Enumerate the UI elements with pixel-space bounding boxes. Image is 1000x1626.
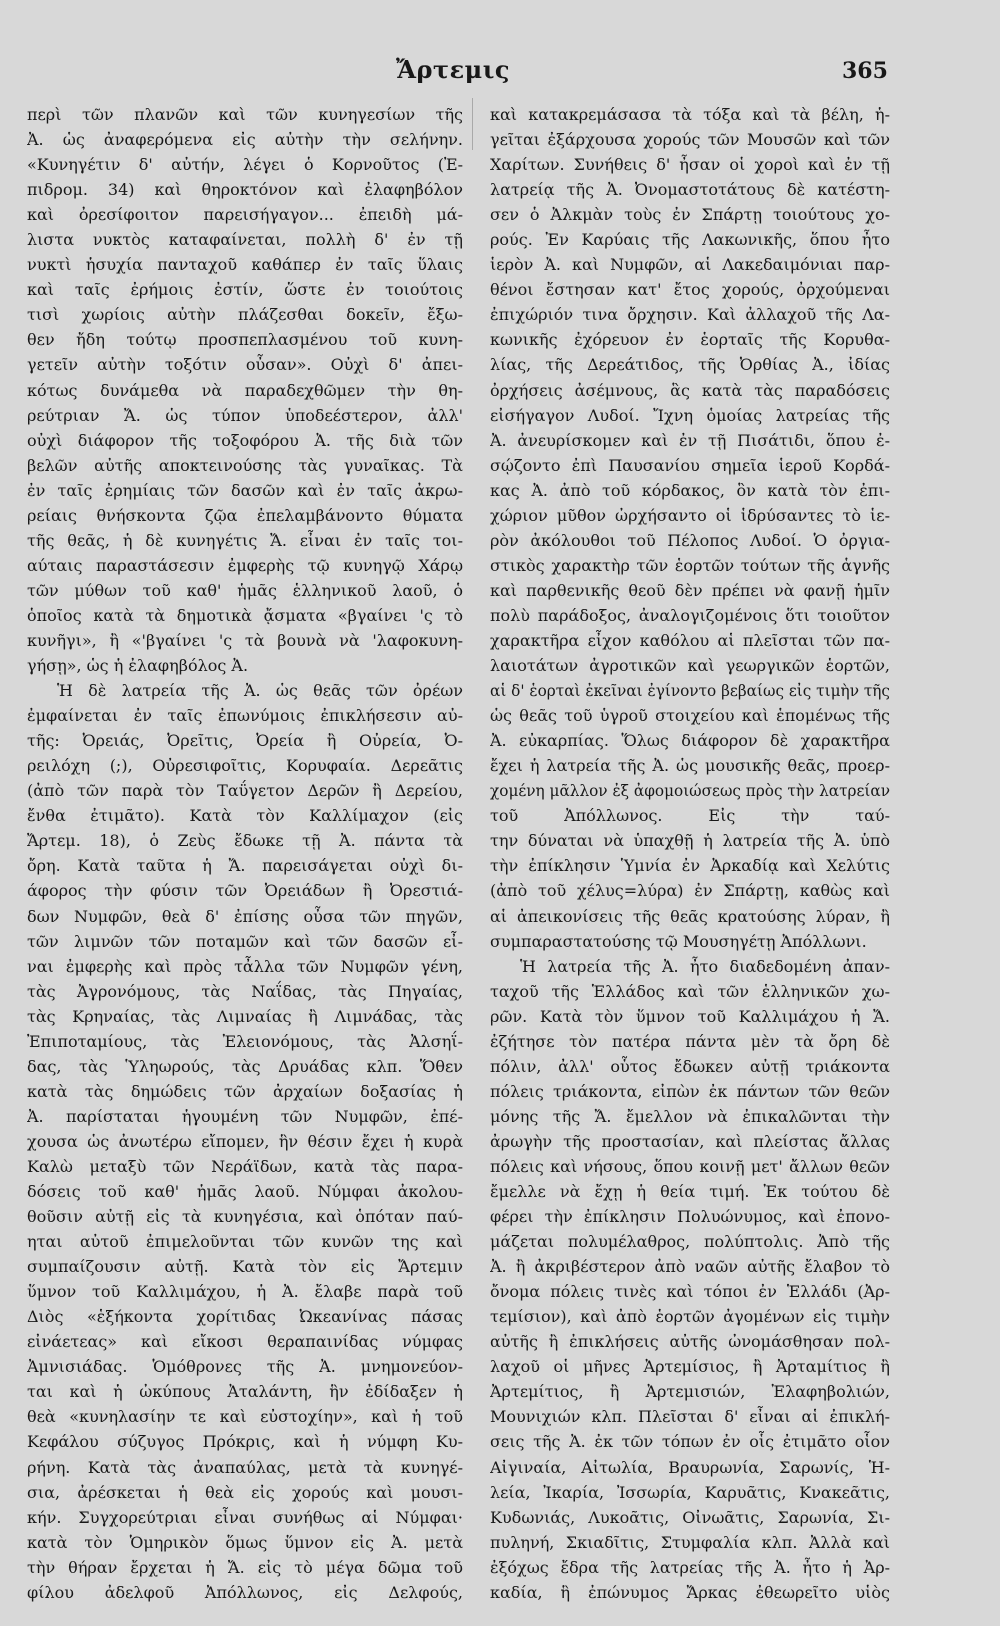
- text-line: μάζεται πολυμέλαθρος, πολύπτολις. Ἀπὸ τῆς: [490, 1232, 890, 1252]
- text-line: ται καὶ ἡ ὠκύπους Ἀταλάντη, ἣν ἐδίδαξεν ἡ: [27, 1382, 463, 1402]
- text-line: εἰσήγαγον Λυδοί. Ἴχνη ὁμοίας λατρείας τῆς: [490, 405, 890, 425]
- text-line: καὶ κατακρεμάσασα τὰ τόξα καὶ τὰ βέλη, ἡ-: [490, 105, 890, 124]
- text-line-row: [490, 1329, 890, 1354]
- text-line: θεὰ «κυνηλασίην τε καὶ εὐστοχίην», καὶ ἡ τοῦ: [27, 1407, 463, 1427]
- text-line-row: [490, 904, 890, 929]
- text-line-row: [490, 1179, 890, 1204]
- text-line: μόνης τῆς Ἄ. ἔμελλον νὰ ἐπικαλῶνται τὴν: [490, 1106, 890, 1126]
- text-line: «Κυνηγέτιν δ' αὐτήν, λέγει ὁ Κορνοῦτος (Ἐ-: [27, 155, 463, 175]
- text-line: Ἀ. ἀνευρίσκομεν καὶ ἐν τῇ Πισάτιδι, ὅπου ἐ-: [490, 430, 890, 450]
- text-line-row: [490, 828, 890, 853]
- text-line: Μουνιχιών κλπ. Πλεῖσται δ' εἶναι αἱ ἐπικλή-: [490, 1407, 890, 1427]
- text-line: ἱερὸν Ἀ. καὶ Νυμφῶν, αἱ Λακεδαιμόνιαι παρ-: [490, 255, 890, 275]
- text-line-row: [27, 478, 463, 503]
- text-line: ἔχει ἡ λατρεία τῆς Ἀ. ὡς μουσικῆς θεᾶς, προερ-: [490, 756, 890, 776]
- text-line-row: [27, 102, 463, 127]
- text-line: άφορος τὴν φύσιν τῶν Ὀρειάδων ἢ Ὀρεστιά-: [27, 881, 463, 901]
- text-line: τῶν μύθων τοῦ καθ' ἡμᾶς ἑλληνικοῦ λαοῦ, ὁ: [27, 580, 463, 600]
- text-line-row: [490, 277, 890, 302]
- text-line: τεμίσιον), καὶ ἀπὸ ἑορτῶν ἀγομένων εἰς τιμὴν: [490, 1307, 890, 1327]
- text-line-row: [27, 1505, 463, 1530]
- text-line-row: [490, 578, 890, 603]
- text-line-row: [27, 1204, 463, 1229]
- text-line: ὁποῖος κατὰ τὰ δημοτικὰ ᾄσματα «βγαίνει 'ς τὸ: [27, 605, 463, 625]
- text-line-row: [490, 1304, 890, 1329]
- text-line-row: [27, 603, 463, 628]
- text-line: τοῦ Ἀπόλλωνος. Εἰς τὴν ταύ-: [490, 806, 890, 826]
- text-line-row: [27, 378, 463, 403]
- text-line-row: [27, 528, 463, 553]
- text-line-row: [27, 1555, 463, 1580]
- text-line: θένοι ἔστησαν κατ' ἔτος χορούς, ὀρχούμεναι: [490, 280, 890, 300]
- text-line-row: [27, 878, 463, 903]
- text-line: χώριον μῦθον ὠρχήσαντο οἱ ἱδρύσαντες τὸ ἱε-: [490, 505, 890, 525]
- text-line: δας, τὰς Ὑληωρούς, τὰς Δρυάδας κλπ. Ὅθεν: [27, 1056, 463, 1076]
- text-line: γήσῃ», ὡς ἡ ἐλαφηβόλος Ἀ.: [27, 656, 249, 676]
- text-line-row: [490, 478, 890, 503]
- text-line: Ἡ λατρεία τῆς Ἀ. ἦτο διαδεδομένη ἀπαν-: [520, 956, 890, 976]
- text-line: πόλεις καὶ νήσους, ὅπου κοινῇ μετ' ἄλλων θεῶν: [490, 1156, 890, 1176]
- text-line-row: [27, 227, 463, 252]
- text-line: συμπαίζουσιν αὐτῇ. Κατὰ τὸν εἰς Ἄρτεμιν: [27, 1257, 463, 1277]
- paragraph: [490, 954, 890, 1605]
- text-line: συμπαραστατούσης τῷ Μουσηγέτῃ Ἀπόλλωνι.: [490, 931, 867, 951]
- text-line: σεις τῆς Ἀ. ἐκ τῶν τόπων ἐν οἷς ἐτιμᾶτο οἷον: [490, 1432, 890, 1452]
- text-line: οὐχὶ διάφορον τῆς τοξοφόρου Ἀ. τῆς διὰ τῶν: [27, 430, 463, 450]
- text-line: Χαρίτων. Συνήθεις δ' ἦσαν οἱ χοροὶ καὶ ἐν τῇ: [490, 155, 890, 175]
- paragraph: [490, 102, 890, 954]
- text-line-row: [27, 277, 463, 302]
- text-line-row: [490, 453, 890, 478]
- text-line: ρειλόχη (;), Οὐρεσιφοῖτις, Κορυφαία. Δερεᾶτις: [27, 756, 463, 776]
- text-line: περὶ τῶν πλανῶν καὶ τῶν κυνηγεσίων τῆς: [27, 105, 463, 124]
- text-line-row: [490, 1480, 890, 1505]
- text-line: φίλου ἀδελφοῦ Ἀπόλλωνος, εἰς Δελφούς,: [27, 1582, 463, 1602]
- text-line-row: [490, 803, 890, 828]
- text-line-row: [490, 853, 890, 878]
- text-line-row: [27, 678, 463, 703]
- text-line-row: [490, 1104, 890, 1129]
- text-line: ρείαις θνήσκοντα ζῷα ἐπελαμβάνοντο θύματα: [27, 505, 463, 525]
- text-line-row: [490, 1580, 890, 1605]
- text-line: καδία, ἣ ἐπώνυμος Ἄρκας ἐθεωρεῖτο υἱὸς: [490, 1582, 890, 1602]
- text-line: λίας, τῆς Δερεάτιδος, τῆς Ὀρθίας Ἀ., ἰδίας: [490, 355, 890, 375]
- text-line-row: [27, 628, 463, 653]
- text-line-row: [27, 1304, 463, 1329]
- text-line: λιστα νυκτὸς καταφαίνεται, πολλὴ δ' ἐν τῇ: [27, 230, 463, 250]
- text-line-row: [27, 853, 463, 878]
- text-line: την δύναται νὰ ὑπαχθῇ ἡ λατρεία τῆς Ἀ. ὑπὸ: [490, 831, 890, 851]
- text-line: εἰνάετεας» καὶ εἴκοσι θεραπαινίδας νύμφας: [27, 1332, 463, 1352]
- text-line-row: [490, 1279, 890, 1304]
- text-line-row: [490, 653, 890, 678]
- text-line-row: [27, 428, 463, 453]
- text-line-row: [490, 177, 890, 202]
- text-line-row: [490, 1429, 890, 1454]
- page-number: 365: [842, 58, 888, 84]
- text-line: γετεῖν αὐτὴν τοξότιν οὖσαν». Οὐχὶ δ' ἀπει-: [27, 355, 463, 375]
- text-line-row: [27, 1129, 463, 1154]
- text-line-row: [490, 678, 890, 703]
- text-line: τὴν ἐπίκλησιν Ὑμνία ἐν Ἀρκαδίᾳ καὶ Χελύτις: [490, 856, 890, 876]
- text-line: Ἐπιποταμίους, τὰς Ἐλειονόμους, τὰς Ἀλσηΐ-: [27, 1031, 463, 1051]
- text-line: πόλιν, ἀλλ' οὗτος ἔδωκεν αὐτῇ τριάκοντα: [490, 1056, 890, 1076]
- text-line: τῆς θεᾶς, ἡ δὲ κυνηγέτις Ἄ. εἶναι ἐν ταῖς τοι-: [27, 530, 463, 550]
- text-line-row: [490, 528, 890, 553]
- text-line-row: [490, 728, 890, 753]
- text-line: Κεφάλου σύζυγος Πρόκρις, καὶ ἡ νύμφη Κυ-: [27, 1432, 463, 1452]
- running-head-title: Ἄρτεμις: [396, 55, 510, 84]
- text-line-row: [490, 1079, 890, 1104]
- text-line-row: [27, 1404, 463, 1429]
- text-line-row: [27, 152, 463, 177]
- text-line: λαχοῦ οἱ μῆνες Ἀρτεμίσιος, ἢ Ἀρταμίτιος ἢ: [490, 1357, 890, 1377]
- text-line: τὰς Κρηναίας, τὰς Λιμναίας ἢ Λιμνάδας, τὰς: [27, 1006, 463, 1026]
- text-line: σεν ὁ Ἀλκμὰν τοὺς ἐν Σπάρτῃ τοιούτους χο-: [490, 205, 890, 225]
- text-line: αἱ δ' ἑορταὶ ἐκεῖναι ἐγίνοντο βεβαίως εἰς τιμὴν τῆς: [490, 681, 890, 701]
- text-line-row: [27, 553, 463, 578]
- text-line-row: [27, 1054, 463, 1079]
- text-line-row: [27, 778, 463, 803]
- text-line-row: [490, 1229, 890, 1254]
- text-line: πιδρομ. 34) καὶ θηροκτόνον καὶ ἐλαφηβόλον: [27, 180, 463, 200]
- text-line: κατὰ τὸν Ὁμηρικὸν ὅμως ὕμνον εἰς Ἀ. μετὰ: [27, 1532, 463, 1552]
- text-line: θοῦσιν αὐτῇ εἰς τὰ κυνηγέσια, καὶ ὁπόταν παύ-: [27, 1207, 463, 1227]
- text-line: βελῶν αὐτῆς αποκτεινούσης τὰς γυναῖκας. Τὰ: [27, 455, 463, 475]
- text-line: πόλεις τριάκοντα, εἰπὼν ἐκ πάντων τῶν θεῶν: [490, 1081, 890, 1101]
- text-line: σῴζοντο ἐπὶ Παυσανίου σημεῖα ἱεροῦ Κορδά-: [490, 455, 890, 475]
- text-line-row: [490, 778, 890, 803]
- text-line-row: [27, 1354, 463, 1379]
- text-line: Ἀρτεμίτιος, ἢ Ἀρτεμισιών, Ἐλαφηβολιών,: [490, 1382, 890, 1402]
- text-line: αὐτῆς ἢ ἐπικλήσεις αὐτῆς ὠνομάσθησαν πολ-: [490, 1332, 890, 1352]
- text-line-row: [27, 929, 463, 954]
- text-line-row: [490, 1004, 890, 1029]
- text-line: στικὸς χαρακτὴρ τῶν ἑορτῶν τούτων τῆς ἁγνῆς: [490, 555, 890, 575]
- paragraph: [27, 678, 463, 1605]
- text-line-row: [27, 753, 463, 778]
- text-line: ἐξόχως ἔδρα τῆς λατρείας τῆς Ἀ. ἦτο ἡ Ἀρ-: [490, 1557, 890, 1577]
- text-line: Ἀ. ὡς ἀναφερόμενα εἰς αὐτὴν τὴν σελήνην.: [27, 130, 463, 150]
- text-line: Καλὼ μεταξὺ τῶν Νεράϊδων, κατὰ τὰς παρα-: [27, 1156, 463, 1176]
- text-line-row: [490, 1154, 890, 1179]
- text-line: Ἀ. ἢ ἀκριβέστερον ἀπὸ ναῶν αὐτῆς ἔλαβον τὸ: [490, 1257, 890, 1277]
- text-line-row: [490, 227, 890, 252]
- text-line: τὰς Ἀγρονόμους, τὰς Ναΐδας, τὰς Πηγαίας,: [27, 981, 463, 1001]
- text-line: κατὰ τὰς δημώδεις τῶν ἀρχαίων δοξασίας ἡ: [27, 1081, 463, 1101]
- text-line-row: [490, 1530, 890, 1555]
- text-line: ἐζήτησε τὸν πατέρα πάντα μὲν τὰ ὄρη δὲ: [490, 1031, 890, 1051]
- text-line: κήν. Συγχορεύτριαι εἶναι συνήθως αἱ Νύμφαι·: [27, 1507, 463, 1527]
- text-line: αἱ ἀπεικονίσεις τῆς θεᾶς κρατούσης λύραν, ἢ: [490, 906, 890, 926]
- text-line-row: [27, 1279, 463, 1304]
- text-line-row: [490, 878, 890, 903]
- text-line-row: [27, 503, 463, 528]
- text-line: κας Ἀ. ἀπὸ τοῦ κόρδακος, ὃν κατὰ τὸν ἐπι-: [490, 480, 890, 500]
- text-line: σια, ἀρέσκεται ἡ θεὰ εἰς χορούς καὶ μουσι-: [27, 1482, 463, 1502]
- text-line: λατρείᾳ τῆς Ἀ. Ὀνομαστοτάτους δὲ κατέστη-: [490, 180, 890, 200]
- text-line: Ἀ. παρίσταται ἡγουμένη τῶν Νυμφῶν, ἐπέ-: [27, 1106, 463, 1126]
- text-line: τῶν λιμνῶν τῶν ποταμῶν καὶ τῶν δασῶν εἶ-: [27, 931, 463, 951]
- text-line-row: [490, 302, 890, 327]
- text-line: νυκτὶ ἡσυχία πανταχοῦ καθάπερ ἐν ταῖς ὕλαις: [27, 255, 463, 275]
- text-line-row: [27, 202, 463, 227]
- text-line-row: [27, 1254, 463, 1279]
- text-line: (ἀπὸ τοῦ χέλυς=λύρα) ἐν Σπάρτῃ, καθὼς καὶ: [490, 881, 890, 901]
- text-line: τὴν θήραν ἔρχεται ἡ Ἄ. εἰς τὸ μέγα δῶμα τοῦ: [27, 1557, 463, 1577]
- text-line-row: [27, 1004, 463, 1029]
- text-line: λαιοτάτων ἀγροτικῶν καὶ γεωργικῶν ἑορτῶν,: [490, 656, 890, 676]
- text-line: πολὺ παράδοξος, ἀναλογιζομένοις ὅτι τοιοῦτον: [490, 605, 890, 625]
- text-line-row: [490, 428, 890, 453]
- text-line: δόσεις τοῦ καθ' ἡμᾶς λαοῦ. Νύμφαι ἀκολου-: [27, 1182, 463, 1202]
- text-line: χουσα ὡς ἀνωτέρω εἴπομεν, ἣν θέσιν ἔχει ἡ κυρὰ: [27, 1131, 463, 1151]
- text-line-row: [27, 1455, 463, 1480]
- right-column: [490, 102, 890, 1614]
- text-line-row: [490, 1379, 890, 1404]
- text-line-row: [27, 1079, 463, 1104]
- text-line: Αἰγιναία, Αἰτωλία, Βραυρωνία, Σαρωνίς, Ἡ-: [490, 1457, 890, 1477]
- left-column: [27, 102, 463, 1614]
- text-line-row: [27, 327, 463, 352]
- text-line: Κυδωνιάς, Λυκοᾶτις, Οἰνωᾶτις, Σαρωνία, Σι-: [490, 1507, 890, 1527]
- text-line-row: [27, 403, 463, 428]
- text-line-row: [490, 1254, 890, 1279]
- text-line-row: [490, 1354, 890, 1379]
- text-line-row: [490, 954, 890, 979]
- text-line-row: [490, 628, 890, 653]
- paragraph: [27, 102, 463, 678]
- text-line: χομένη μᾶλλον ἐξ ἀφομοιώσεως πρὸς τὴν λατρείαν: [490, 781, 890, 801]
- text-line: δων Νυμφῶν, θεὰ δ' ἐπίσης οὖσα τῶν πηγῶν,: [27, 906, 463, 926]
- text-line-row: [27, 177, 463, 202]
- text-line: καὶ παρθενικῆς θεοῦ δὲν πρέπει νὰ φανῇ ἡμῖν: [490, 580, 890, 600]
- text-line-row: [27, 1379, 463, 1404]
- text-line: (ἀπὸ τῶν παρὰ τὸν Ταΰγετον Δερῶν ἢ Δερείου,: [27, 781, 463, 801]
- text-line: ρὸν ἀκόλουθοι τοῦ Πέλοπος Λυδοί. Ὁ ὀργια-: [490, 530, 890, 550]
- text-line-row: [490, 503, 890, 528]
- text-line: ὄνομα πόλεις τινὲς καὶ τόποι ἐν Ἑλλάδι (Ἀρ-: [490, 1282, 890, 1302]
- text-line-row: [27, 904, 463, 929]
- text-line-row: [490, 929, 890, 954]
- text-line-row: [27, 252, 463, 277]
- text-line: ὕμνον τοῦ Καλλιμάχου, ἡ Ἀ. ἔλαβε παρὰ τοῦ: [27, 1282, 463, 1302]
- text-line: Ἀ. εὐκαρπίας. Ὅλως διάφορον δὲ χαρακτῆρα: [490, 731, 890, 751]
- text-line: ηται αὐτοῦ ἐπιμελοῦνται τῶν κυνῶν της καὶ: [27, 1232, 463, 1252]
- text-line-row: [490, 202, 890, 227]
- text-line-row: [490, 1054, 890, 1079]
- text-line: τισὶ χωρίοις αὐτὴν πλάζεσθαι δοκεῖν, ἔξω-: [27, 305, 463, 325]
- text-line: αύταις παραστάσεσιν ἐμφερὴς τῷ κυνηγῷ Χάρῳ: [27, 555, 463, 575]
- text-line: ὄρη. Κατὰ ταῦτα ἡ Ἄ. παρεισάγεται οὐχὶ δι-: [27, 856, 463, 876]
- text-line-row: [490, 127, 890, 152]
- text-line-row: [490, 553, 890, 578]
- text-line-row: [27, 728, 463, 753]
- text-line-row: [490, 979, 890, 1004]
- text-line-row: [27, 302, 463, 327]
- text-line-row: [27, 127, 463, 152]
- text-line: ἐμφαίνεται ἐν ταῖς ἐπωνύμοις ἐπικλήσεσιν αὐ-: [27, 706, 463, 726]
- text-line-row: [27, 1029, 463, 1054]
- text-line-row: [490, 102, 890, 127]
- text-line: ρούς. Ἐν Καρύαις τῆς Λακωνικῆς, ὅπου ἦτο: [490, 230, 890, 250]
- text-line-row: [490, 1404, 890, 1429]
- text-line-row: [490, 252, 890, 277]
- text-line-row: [490, 403, 890, 428]
- text-line-row: [27, 1329, 463, 1354]
- text-line: Διὸς «ἑξήκοντα χορίτιδας Ὠκεανίνας πάσας: [27, 1307, 463, 1327]
- text-line-row: [27, 1154, 463, 1179]
- text-line: ἔμελλε νὰ ἔχῃ ἡ θεία τιμή. Ἐκ τούτου δὲ: [490, 1182, 890, 1202]
- text-line: κωνικῆς ἐχόρευον ἐν ἑορταῖς τῆς Κορυθα-: [490, 330, 890, 350]
- text-line-row: [27, 828, 463, 853]
- text-line-row: [27, 1580, 463, 1605]
- text-line-row: [27, 1480, 463, 1505]
- text-line-row: [27, 1104, 463, 1129]
- text-line-row: [27, 954, 463, 979]
- text-line: καὶ ὀρεσίφοιτον παρεισήγαγον... ἐπειδὴ μά-: [27, 205, 463, 225]
- text-line: καὶ ταῖς ἐρήμοις ἐστίν, ὥστε ἐν τοιούτοις: [27, 280, 463, 300]
- text-line-row: [27, 979, 463, 1004]
- text-line: ὡς θεᾶς τοῦ ὑγροῦ στοιχείου καὶ ἑπομένως τῆς: [490, 706, 890, 726]
- text-line-row: [490, 1129, 890, 1154]
- text-line-row: [490, 1029, 890, 1054]
- text-line: ρῶν. Κατὰ τὸν ὕμνον τοῦ Καλλιμάχου ἡ Ἄ.: [490, 1006, 890, 1026]
- text-line-row: [490, 603, 890, 628]
- text-line-row: [490, 1455, 890, 1480]
- text-line: ρήνη. Κατὰ τὰς ἀναπαύλας, μετὰ τὰ κυνηγέ-: [27, 1457, 463, 1477]
- text-line: ἀρωγὴν τῆς προστασίαν, καὶ πλείστας ἄλλας: [490, 1131, 890, 1151]
- text-line-row: [490, 1505, 890, 1530]
- text-line: φέρει τὴν ἐπίκλησιν Πολυώνυμος, καὶ ἐπονο-: [490, 1207, 890, 1227]
- text-line: πυληνή, Σκιαδῖτις, Στυμφαλία κλπ. Ἀλλὰ καὶ: [490, 1532, 890, 1552]
- text-line-row: [490, 378, 890, 403]
- text-line-row: [27, 1229, 463, 1254]
- text-line-row: [27, 1179, 463, 1204]
- text-line: ἐπιχώριόν τινα ὄρχησιν. Καὶ ἀλλαχοῦ τῆς Λα-: [490, 305, 890, 325]
- text-line: κότως δυνάμεθα νὰ παραδεχθῶμεν τὴν θη-: [27, 380, 463, 400]
- text-line-row: [27, 1530, 463, 1555]
- text-line-row: [490, 703, 890, 728]
- text-line-row: [27, 578, 463, 603]
- text-line-row: [490, 753, 890, 778]
- text-line: Ἀμνισιάδας. Ὁμόθρονες τῆς Ἀ. μνημονεύον-: [27, 1357, 463, 1377]
- text-line-row: [27, 352, 463, 377]
- text-line-row: [490, 327, 890, 352]
- text-line: χαρακτῆρα εἶχον καθόλου αἱ πλεῖσται τῶν πα-: [490, 630, 890, 650]
- text-line-row: [490, 1555, 890, 1580]
- text-line: ἔνθα ἐτιμᾶτο). Κατὰ τὸν Καλλίμαχον (εἰς: [27, 806, 463, 826]
- text-line-row: [490, 352, 890, 377]
- text-line: ἐν ταῖς ἐρημίαις τῶν δασῶν καὶ ἐν ταῖς ἀκρω-: [27, 480, 463, 500]
- text-line: λεία, Ἰκαρία, Ἰσσωρία, Καρυᾶτις, Κνακεᾶτις,: [490, 1482, 890, 1502]
- text-line: ρεύτριαν Ἄ. ὡς τύπον ὑποδεέστερον, ἀλλ': [27, 405, 463, 425]
- text-line-row: [490, 152, 890, 177]
- text-line: ὀρχήσεις ἀσέμνους, ἃς κατὰ τὰς παραδόσεις: [490, 380, 890, 400]
- text-line: θεν ἤδη τούτῳ προσπεπλασμένου τοῦ κυνη-: [27, 330, 463, 350]
- text-line-row: [27, 803, 463, 828]
- text-line-row: [490, 1204, 890, 1229]
- text-line: γεῖται ἐξάρχουσα χορούς τῶν Μουσῶν καὶ τῶν: [490, 130, 890, 150]
- text-line: ταχοῦ τῆς Ἑλλάδος καὶ τῶν ἑλληνικῶν χω-: [490, 981, 890, 1001]
- text-line: Ἄρτεμ. 18), ὁ Ζεὺς ἔδωκε τῇ Ἀ. πάντα τὰ: [27, 831, 463, 851]
- text-line: κυνῆγι», ἢ «'βγαίνει 'ς τὰ βουνὰ νὰ 'λαφοκυνη-: [27, 630, 463, 650]
- text-line: Ἡ δὲ λατρεία τῆς Ἀ. ὡς θεᾶς τῶν ὀρέων: [57, 681, 463, 701]
- text-line: τῆς: Ὀρειάς, Ὀρεῖτις, Ὀρεία ἢ Οὐρεία, Ὀ-: [27, 731, 463, 751]
- text-line-row: [27, 703, 463, 728]
- column-divider: [472, 98, 473, 150]
- text-line-row: [27, 653, 463, 678]
- text-line-row: [27, 453, 463, 478]
- text-line-row: [27, 1429, 463, 1454]
- text-line: ναι ἐμφερὴς καὶ πρὸς τἆλλα τῶν Νυμφῶν γένη,: [27, 956, 463, 976]
